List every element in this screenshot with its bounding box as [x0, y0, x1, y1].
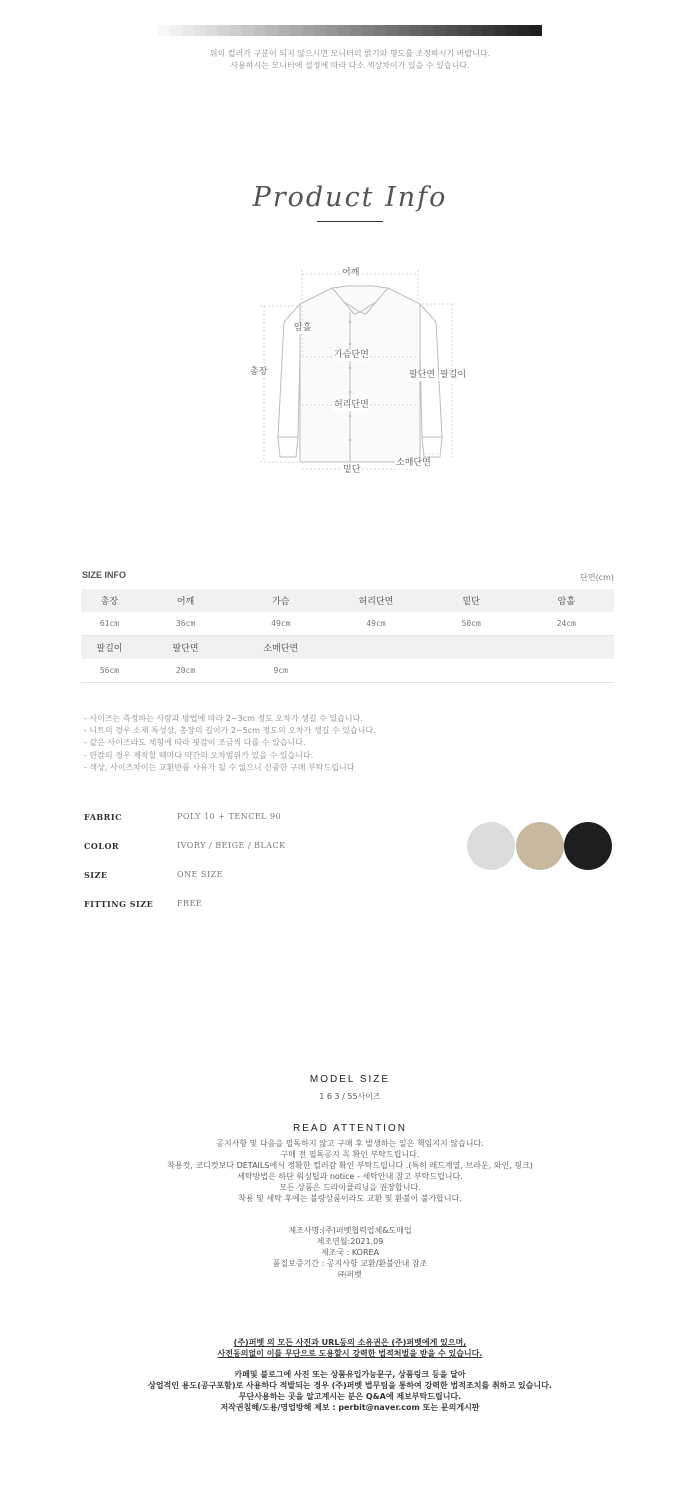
read-attention-text [0, 1138, 700, 1204]
gradient-step [290, 25, 302, 36]
table-row [81, 659, 614, 683]
maker-line: 제조연월:2021.09 [316, 1237, 384, 1246]
label-hem: 밑단 [343, 465, 361, 475]
table-header-cell: 가슴 [272, 597, 290, 607]
table-header-cell: 팔단면 [172, 644, 199, 654]
monitor-notice [0, 48, 700, 72]
spec-key: SIZE [84, 870, 108, 880]
table-header-cell: 소매단면 [263, 644, 299, 654]
gradient-step [326, 25, 338, 36]
attention-line: 착용 및 세탁 후에는 불량상품이라도 교환 및 환불이 불가합니다. [238, 1194, 462, 1203]
gradient-step [494, 25, 506, 36]
title-underline [317, 221, 383, 222]
maker-line: ㈜퍼벳 [338, 1270, 362, 1279]
spec-value: ONE SIZE [177, 870, 223, 879]
table-header-cell: 팔길이 [96, 644, 123, 654]
copyright-line: (주)퍼벳 의 모든 사진과 URL등의 소유권은 (주)퍼벳에게 있으며, [233, 1338, 467, 1347]
table-header-cell: 허리단면 [358, 597, 394, 607]
gradient-step [338, 25, 350, 36]
gradient-step [158, 25, 170, 36]
gradient-step [170, 25, 182, 36]
size-notes [84, 713, 376, 774]
maker-info [0, 1225, 700, 1280]
gradient-step [362, 25, 374, 36]
note-line: - 안감의 경우 제작할 때마다 약간의 오차범위가 있을 수 있습니다. [84, 750, 314, 760]
color-calibration-bar [158, 25, 542, 36]
size-table-header [81, 636, 614, 659]
table-cell: 36cm [175, 619, 196, 628]
shirt-size-diagram [240, 262, 480, 477]
table-cell: 49cm [366, 619, 386, 628]
label-sleeve-length: 팔길이 [440, 370, 467, 380]
note-line: - 색상, 사이즈차이는 교환반품 사유가 될 수 없으니 신중한 구매 부탁드립니다 [84, 762, 355, 772]
gradient-step [458, 25, 470, 36]
gradient-step [266, 25, 278, 36]
gradient-step [350, 25, 362, 36]
attention-line: 모든 상품은 드라이클리닝을 권장합니다. [279, 1183, 421, 1192]
monitor-notice-line: 위의 컬러가 구분이 되지 않으시면 모니터의 밝기와 명도를 조정하시기 바랍니다. [209, 49, 491, 58]
warning-line: 저작권침해/도용/영업방해 제보 : perbit@naver.com 또는 문의게시판 [220, 1403, 480, 1412]
size-table [81, 589, 614, 683]
gradient-step [386, 25, 398, 36]
table-header-cell: 밑단 [462, 597, 480, 607]
note-line: - 사이즈는 측정하는 사람과 방법에 따라 2~3cm 정도 오차가 생길 수 있습니다. [84, 714, 363, 723]
spec-key: FABRIC [84, 812, 122, 822]
gradient-step [506, 25, 518, 36]
table-cell: 20cm [175, 666, 196, 675]
size-table-header [81, 589, 614, 612]
table-cell: 9cm [273, 666, 288, 675]
label-waist: 허리단면 [334, 400, 369, 410]
color-swatch-beige [516, 822, 564, 870]
gradient-step [422, 25, 434, 36]
spec-value: IVORY / BEIGE / BLACK [177, 841, 286, 850]
attention-line: 구매 전 필독공지 꼭 확인 부탁드립니다. [280, 1150, 420, 1159]
table-cell: 24cm [556, 619, 576, 628]
table-cell: 56cm [99, 666, 120, 675]
gradient-step [230, 25, 242, 36]
gradient-step [302, 25, 314, 36]
warning-line: 상업적인 용도(공구포함)로 사용하다 적발되는 경우 (주)퍼벳 법무팀을 통하여 강력한 법적조치를 취하고 있습니다. [148, 1381, 552, 1390]
product-info-title: Product Info [252, 182, 448, 213]
gradient-step [254, 25, 266, 36]
attention-line: 공지사항 및 다음을 필독하지 않고 구매 후 발생하는 일은 책임지지 않습니다. [216, 1139, 484, 1148]
gradient-step [182, 25, 194, 36]
maker-line: 제조국 : KOREA [320, 1248, 380, 1257]
note-line: - 니트의 경우 소재 특성상, 총장의 길이가 2~5cm 정도의 오차가 생길 수 있습니다. [84, 726, 376, 736]
spec-value: POLY 10 + TENCEL 90 [177, 812, 282, 821]
size-unit: 단면(cm) [580, 573, 614, 582]
color-swatch-black [564, 822, 612, 870]
gradient-step [218, 25, 230, 36]
gradient-step [374, 25, 386, 36]
warning-line: 무단사용하는 곳을 알고계시는 분은 Q&A에 제보부탁드립니다. [238, 1392, 462, 1401]
gradient-step [206, 25, 218, 36]
maker-line: 제조사명:(주)퍼벳협력업체&도매업 [288, 1226, 412, 1235]
table-cell: 49cm [271, 619, 291, 628]
size-info-title: SIZE INFO [82, 570, 127, 580]
table-header-cell: 암홀 [557, 597, 576, 607]
table-cell: 61cm [99, 619, 120, 628]
label-arm-width: 팔단면 [409, 370, 436, 380]
color-swatch-ivory [467, 822, 515, 870]
gradient-step [470, 25, 482, 36]
table-cell: 50cm [461, 619, 481, 628]
spec-value: FREE [177, 899, 203, 908]
label-armhole: 암홀 [294, 323, 312, 333]
gradient-step [278, 25, 290, 36]
maker-line: 품질보증기간 : 공지사항 교환/환불안내 참조 [272, 1259, 428, 1268]
label-shoulder: 어깨 [342, 268, 360, 278]
table-header-cell: 어깨 [176, 597, 195, 607]
gradient-step [518, 25, 530, 36]
copyright-notice [0, 1337, 700, 1359]
gradient-step [482, 25, 494, 36]
gradient-step [242, 25, 254, 36]
warning-line: 카페및 블로그에 사진 또는 상품유입가능문구, 상품링크 등을 달아 [234, 1370, 466, 1379]
attention-line: 세탁방법은 하단 워싱팁과 notice - 세탁안내 참고 부탁드립니다. [237, 1172, 463, 1181]
label-chest: 가슴단면 [334, 350, 369, 360]
gradient-step [446, 25, 458, 36]
table-row [81, 612, 614, 636]
gradient-step [410, 25, 422, 36]
gradient-step [530, 25, 542, 36]
model-size-value: 1 6 3 / 55사이즈 [319, 1092, 381, 1101]
spec-key: COLOR [84, 841, 120, 851]
gradient-step [434, 25, 446, 36]
table-header-cell: 총장 [100, 597, 119, 607]
gradient-step [194, 25, 206, 36]
gradient-step [398, 25, 410, 36]
read-attention-title: READ ATTENTION [293, 1123, 407, 1134]
copyright-line: 사전동의없이 이를 무단으로 도용할시 강력한 법적처벌을 받을 수 있습니다. [217, 1349, 483, 1358]
label-cuff: 소매단면 [396, 458, 431, 468]
label-length: 총장 [250, 367, 268, 377]
note-line: - 같은 사이즈라도 체형에 따라 핏감이 조금씩 다를 수 있습니다. [84, 738, 306, 748]
spec-key: FITTING SIZE [84, 899, 154, 909]
attention-line: 착용컷, 코디컷보다 DETAILS에서 정확한 컬러감 확인 부탁드립니다 .(특히 레드계열, 브라운, 와인, 핑크) [167, 1161, 533, 1170]
monitor-notice-line: 사용하시는 모니터에 설정에 따라 다소 색상차이가 있을 수 있습니다. [230, 61, 470, 70]
copyright-warning [0, 1369, 700, 1413]
model-size-title: MODEL SIZE [309, 1074, 391, 1085]
gradient-step [314, 25, 326, 36]
